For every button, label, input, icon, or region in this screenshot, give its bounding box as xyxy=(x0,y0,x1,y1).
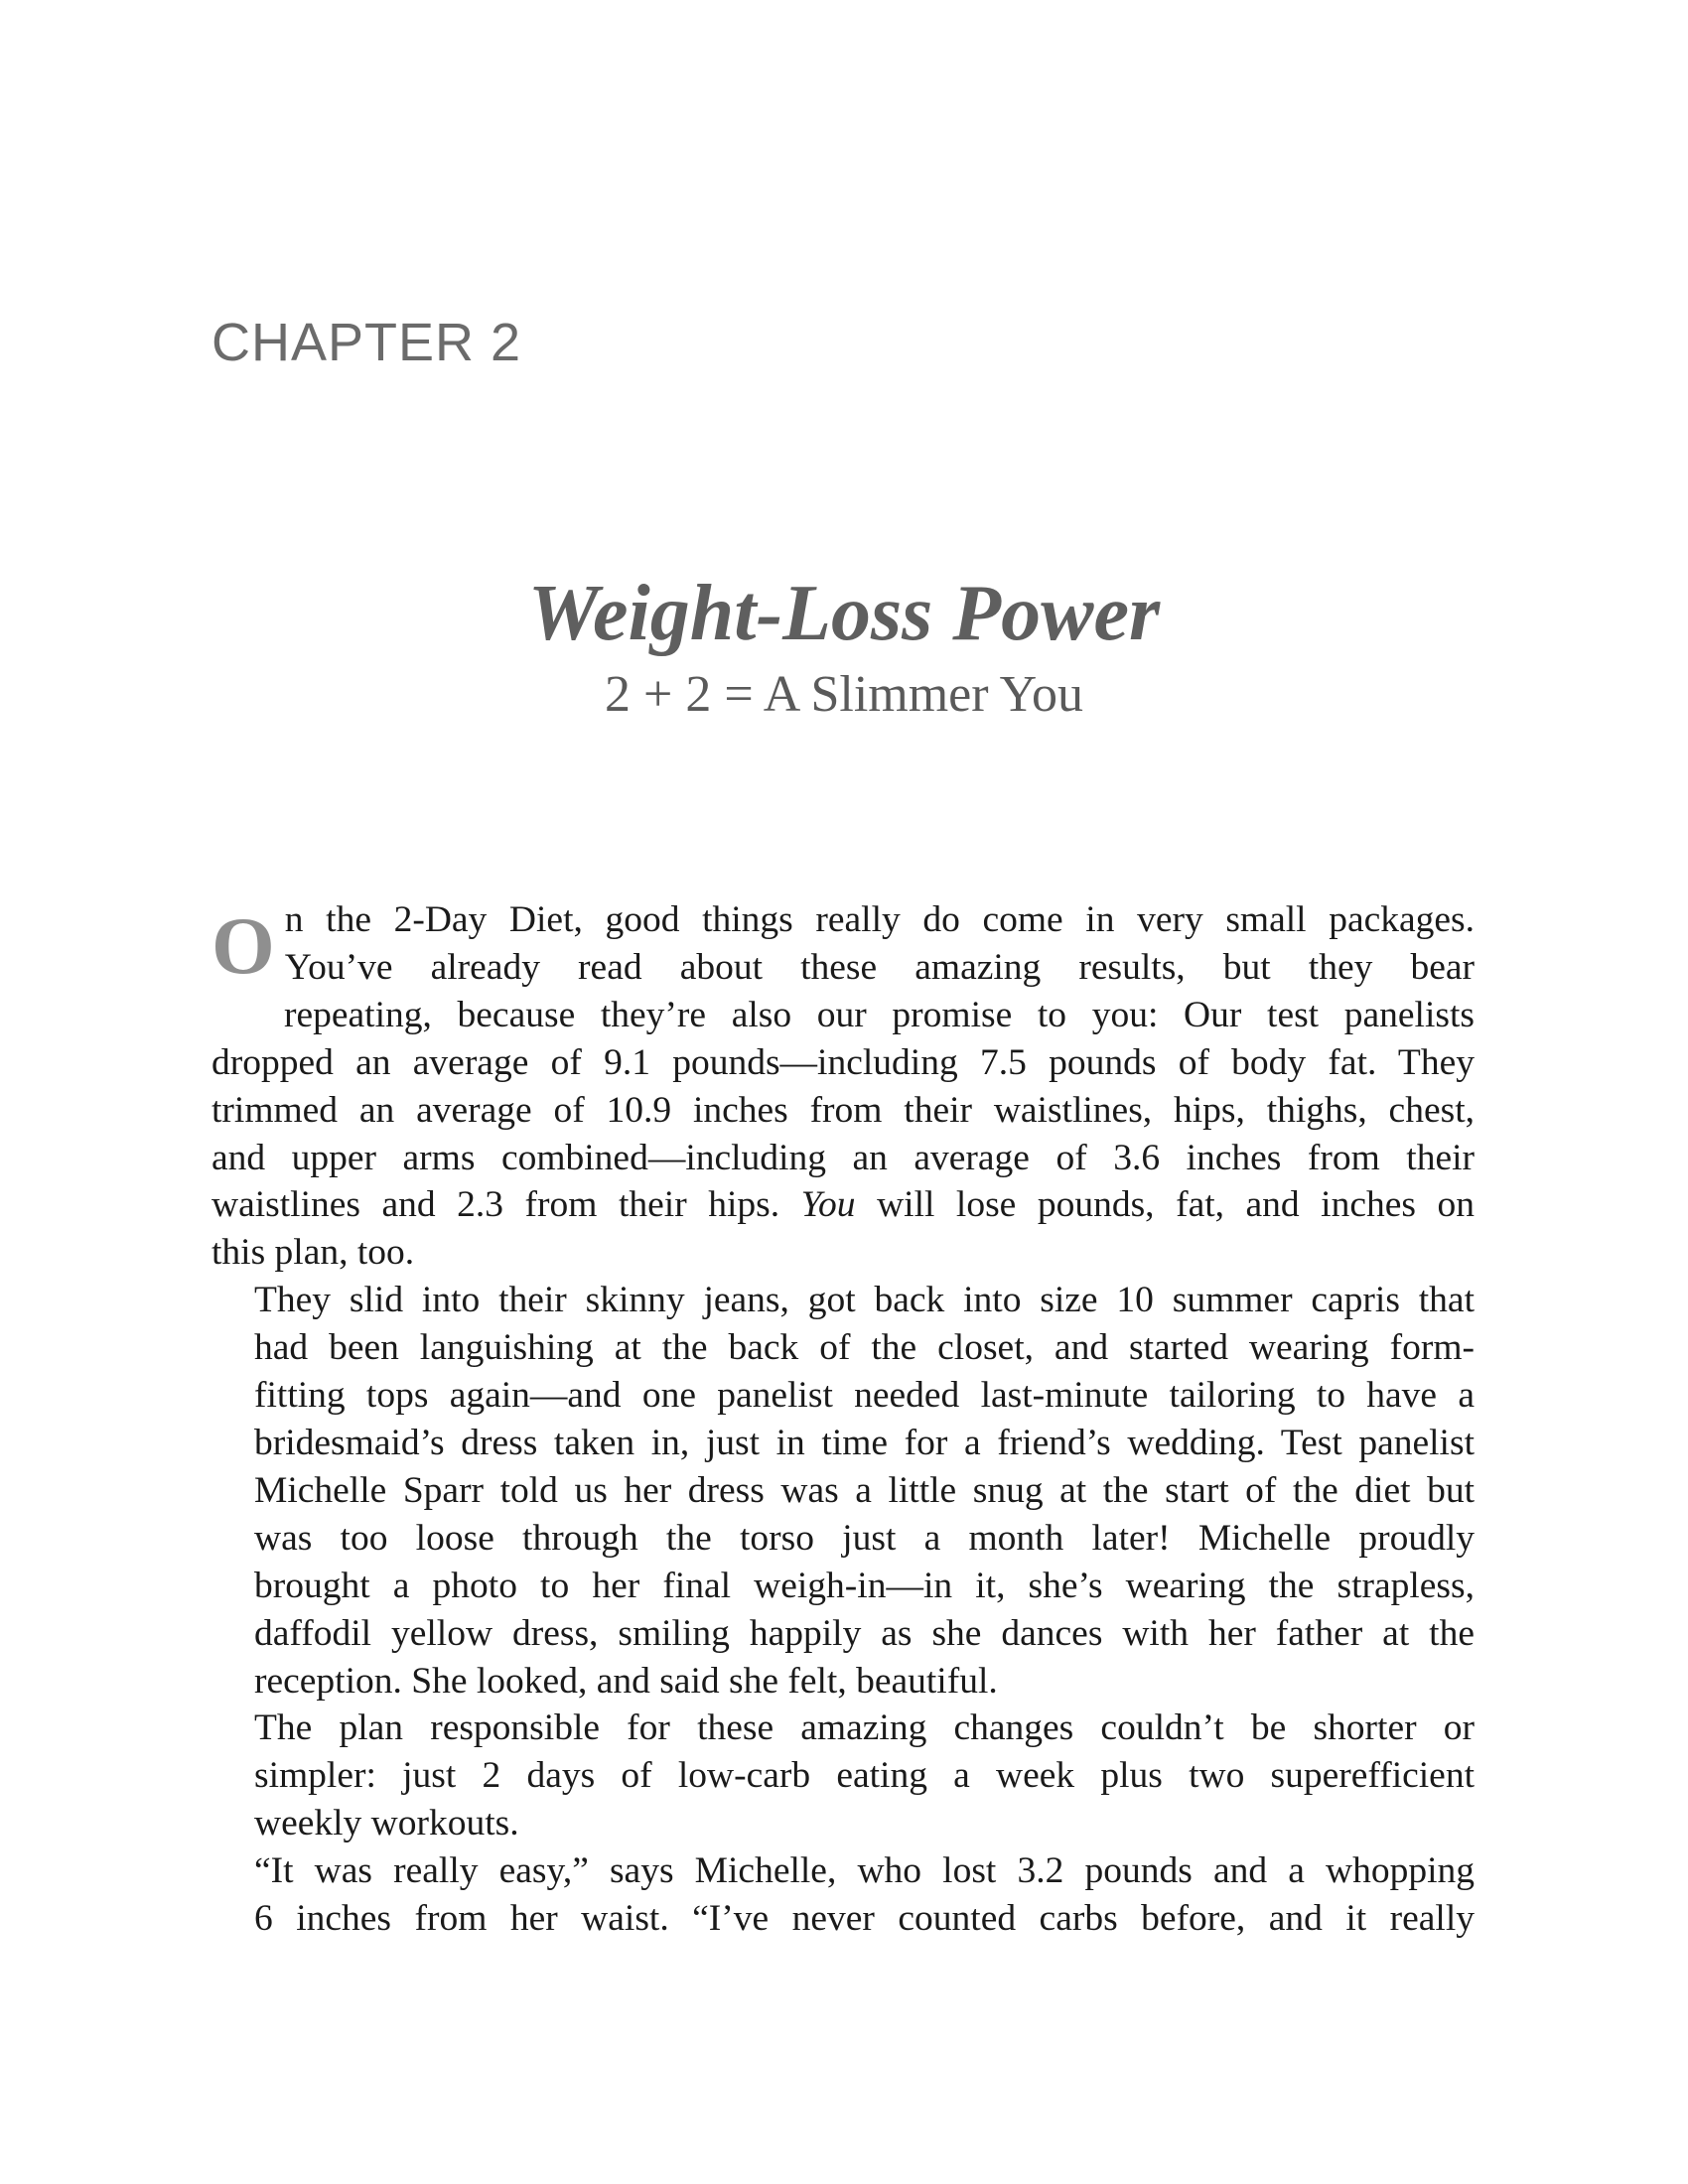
text-line: trimmed an average of 10.9 inches from their waistlines, hips, thighs, chest, xyxy=(211,1089,1475,1131)
text-segment: waistlines and 2.3 from their hips. xyxy=(211,1184,780,1226)
text-line: daffodil yellow dress, smiling happily as she dances with her father at the xyxy=(254,1612,1475,1654)
text-line: weekly workouts. xyxy=(254,1803,519,1844)
text-line: You’ve already read about these amazing results, but they bear xyxy=(284,946,1475,988)
paragraph-4 xyxy=(211,1847,1475,1943)
text-line: “It was really easy,” says Michelle, who lost 3.2 pounds and a whopping xyxy=(254,1850,1475,1892)
text-line: reception. She looked, and said she felt, beautiful. xyxy=(254,1660,998,1702)
text-segment: will lose pounds, fat, and inches on xyxy=(855,1184,1475,1226)
emphasis-text: You xyxy=(800,1184,856,1226)
text-line: brought a photo to her final weigh-in—in it, she’s wearing the strapless, xyxy=(254,1565,1475,1606)
text-line: and upper arms combined—including an average of 3.6 inches from their xyxy=(211,1137,1475,1178)
text-line: bridesmaid’s dress taken in, just in time for a friend’s wedding. Test panelist xyxy=(254,1422,1475,1463)
chapter-number: CHAPTER 2 xyxy=(211,313,522,372)
chapter-subtitle: 2 + 2 = A Slimmer You xyxy=(605,666,1083,723)
text-line xyxy=(211,1181,1475,1229)
drop-cap: O xyxy=(211,900,275,991)
chapter-body xyxy=(211,896,1475,1943)
paragraph-2 xyxy=(211,1277,1475,1705)
text-line: repeating, because they’re also our promise to you: Our test panelists xyxy=(284,994,1475,1035)
text-line: this plan, too. xyxy=(211,1232,415,1274)
text-line: was too loose through the torso just a month later! Michelle proudly xyxy=(254,1517,1475,1559)
text-line: The plan responsible for these amazing changes couldn’t be shorter or xyxy=(254,1707,1475,1749)
text-line: Michelle Sparr told us her dress was a little snug at the start of the diet but xyxy=(254,1469,1475,1511)
text-line: They slid into their skinny jeans, got back into size 10 summer capris that xyxy=(254,1280,1475,1321)
text-line: fitting tops again—and one panelist needed last-minute tailoring to have a xyxy=(254,1375,1475,1417)
text-line: 6 inches from her waist. “I’ve never counted carbs before, and it really xyxy=(254,1898,1475,1940)
paragraph-3 xyxy=(211,1705,1475,1847)
text-line: had been languishing at the back of the closet, and started wearing form- xyxy=(254,1327,1475,1369)
chapter-title: Weight-Loss Power xyxy=(527,570,1161,657)
text-line: simpler: just 2 days of low-carb eating a week plus two superefficient xyxy=(254,1755,1475,1797)
text-line: dropped an average of 9.1 pounds—including 7.5 pounds of body fat. They xyxy=(211,1041,1475,1083)
paragraph-1 xyxy=(211,896,1475,1277)
text-line: n the 2-Day Diet, good things really do come in very small packages. xyxy=(284,899,1475,940)
